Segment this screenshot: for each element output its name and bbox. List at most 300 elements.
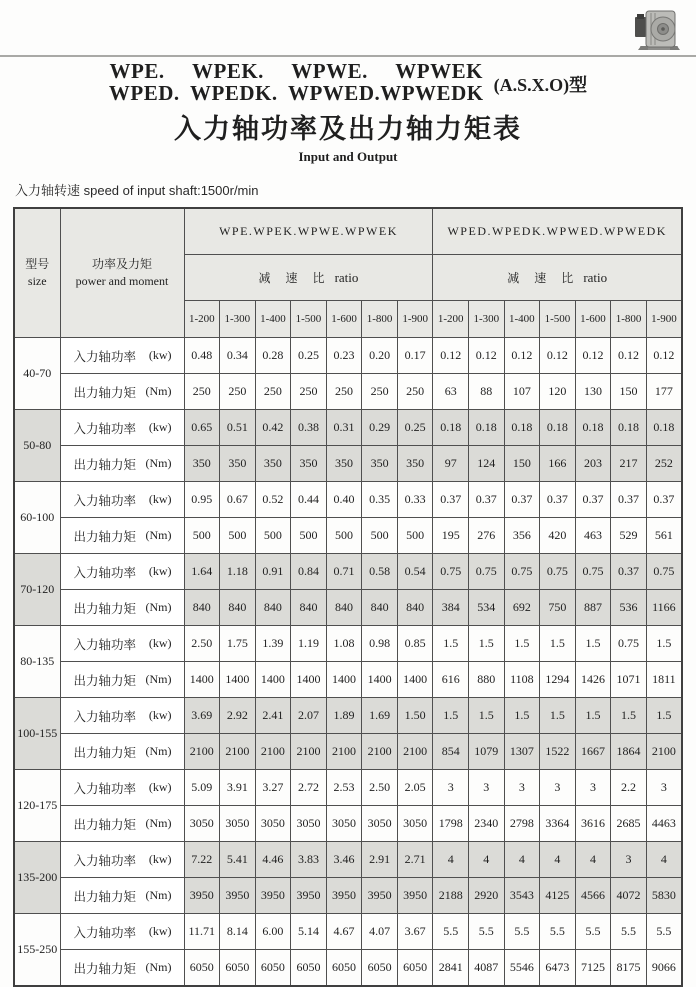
data-cell: 0.37 — [611, 482, 647, 518]
data-cell: 0.75 — [611, 626, 647, 662]
data-cell: 0.75 — [433, 554, 469, 590]
data-cell: 3.91 — [220, 770, 256, 806]
data-cell: 3.46 — [326, 842, 362, 878]
data-cell: 350 — [362, 446, 398, 482]
data-cell: 2100 — [326, 734, 362, 770]
ratio-header-cell: 1-800 — [611, 301, 647, 338]
row-label-cell — [60, 410, 184, 446]
row-label: 入力轴功率 — [73, 421, 137, 436]
data-cell: 0.75 — [646, 554, 682, 590]
data-cell: 2.50 — [362, 770, 398, 806]
row-label: 出力轴力矩 — [73, 601, 137, 616]
data-cell: 1166 — [646, 590, 682, 626]
data-cell: 1108 — [504, 662, 540, 698]
data-cell: 3950 — [362, 878, 398, 914]
data-cell: 0.12 — [540, 338, 576, 374]
data-cell: 4.07 — [362, 914, 398, 950]
data-cell: 6473 — [540, 950, 576, 987]
data-cell: 463 — [575, 518, 611, 554]
data-cell: 692 — [504, 590, 540, 626]
data-cell: 107 — [504, 374, 540, 410]
ratio-header-cell: 1-600 — [575, 301, 611, 338]
data-cell: 203 — [575, 446, 611, 482]
data-cell: 2.07 — [291, 698, 327, 734]
data-cell: 500 — [255, 518, 291, 554]
data-cell: 4 — [575, 842, 611, 878]
ratio-header-cell: 1-800 — [362, 301, 398, 338]
size-header-cell — [14, 208, 60, 338]
data-cell: 276 — [469, 518, 505, 554]
data-cell: 1400 — [326, 662, 362, 698]
data-cell: 2340 — [469, 806, 505, 842]
data-cell: 4 — [433, 842, 469, 878]
data-cell: 130 — [575, 374, 611, 410]
ratio-label-en: ratio — [583, 270, 608, 285]
row-unit: (kw) — [148, 420, 172, 434]
data-cell: 1071 — [611, 662, 647, 698]
data-cell: 3050 — [362, 806, 398, 842]
data-cell: 4125 — [540, 878, 576, 914]
data-cell: 0.85 — [397, 626, 433, 662]
row-unit: (Nm) — [145, 456, 172, 470]
row-label: 出力轴力矩 — [73, 673, 137, 688]
data-cell: 7.22 — [184, 842, 220, 878]
data-cell: 97 — [433, 446, 469, 482]
data-cell: 0.51 — [220, 410, 256, 446]
data-cell: 9066 — [646, 950, 682, 987]
data-cell: 5830 — [646, 878, 682, 914]
data-cell: 250 — [220, 374, 256, 410]
data-cell: 0.37 — [504, 482, 540, 518]
data-cell: 4 — [540, 842, 576, 878]
row-label-cell — [60, 590, 184, 626]
data-cell: 4087 — [469, 950, 505, 987]
data-cell: 2100 — [184, 734, 220, 770]
ratio-header-cell: 1-500 — [540, 301, 576, 338]
data-cell: 0.12 — [575, 338, 611, 374]
data-cell: 63 — [433, 374, 469, 410]
data-cell: 561 — [646, 518, 682, 554]
data-cell: 840 — [362, 590, 398, 626]
data-cell: 1079 — [469, 734, 505, 770]
data-cell: 1.5 — [433, 698, 469, 734]
data-cell: 1400 — [184, 662, 220, 698]
ratio-header-cell: 1-200 — [184, 301, 220, 338]
row-label-cell — [60, 374, 184, 410]
size-cell: 50-80 — [14, 410, 60, 482]
data-cell: 1.5 — [504, 698, 540, 734]
data-cell: 250 — [184, 374, 220, 410]
row-label-cell — [60, 734, 184, 770]
data-cell: 3.83 — [291, 842, 327, 878]
data-cell: 1400 — [291, 662, 327, 698]
row-unit: (Nm) — [145, 888, 172, 902]
data-cell: 1.08 — [326, 626, 362, 662]
data-cell: 1.5 — [575, 626, 611, 662]
data-cell: 0.75 — [540, 554, 576, 590]
data-cell: 1798 — [433, 806, 469, 842]
data-cell: 6050 — [184, 950, 220, 987]
data-cell: 2685 — [611, 806, 647, 842]
data-cell: 854 — [433, 734, 469, 770]
data-cell: 0.12 — [646, 338, 682, 374]
data-cell: 3.67 — [397, 914, 433, 950]
data-cell: 195 — [433, 518, 469, 554]
data-cell: 0.98 — [362, 626, 398, 662]
row-unit: (kw) — [148, 636, 172, 650]
row-label: 出力轴力矩 — [73, 961, 137, 976]
data-cell: 750 — [540, 590, 576, 626]
row-unit: (kw) — [148, 492, 172, 506]
data-cell: 420 — [540, 518, 576, 554]
data-cell: 0.52 — [255, 482, 291, 518]
ratio-header-cell: 1-400 — [255, 301, 291, 338]
data-cell: 0.44 — [291, 482, 327, 518]
data-cell: 529 — [611, 518, 647, 554]
input-shaft-speed-note: 入力轴转速 speed of input shaft:1500r/min — [15, 183, 259, 198]
data-cell: 0.20 — [362, 338, 398, 374]
data-cell: 0.37 — [469, 482, 505, 518]
data-cell: 3 — [611, 842, 647, 878]
data-cell: 0.37 — [646, 482, 682, 518]
power-moment-header-en: power and moment — [75, 274, 169, 288]
data-cell: 4.67 — [326, 914, 362, 950]
data-cell: 384 — [433, 590, 469, 626]
data-cell: 2841 — [433, 950, 469, 987]
data-cell: 2100 — [220, 734, 256, 770]
data-cell: 1400 — [220, 662, 256, 698]
row-label-cell — [60, 842, 184, 878]
data-cell: 150 — [504, 446, 540, 482]
data-cell: 0.18 — [540, 410, 576, 446]
row-unit: (kw) — [148, 924, 172, 938]
row-unit: (Nm) — [145, 384, 172, 398]
row-label-cell — [60, 878, 184, 914]
row-label: 入力轴功率 — [73, 925, 137, 940]
ratio-label-cn: 减 速 比 — [258, 271, 331, 285]
size-cell: 60-100 — [14, 482, 60, 554]
data-cell: 6050 — [220, 950, 256, 987]
data-cell: 840 — [220, 590, 256, 626]
data-cell: 3.27 — [255, 770, 291, 806]
data-cell: 356 — [504, 518, 540, 554]
row-label: 出力轴力矩 — [73, 745, 137, 760]
data-cell: 4.46 — [255, 842, 291, 878]
data-cell: 0.18 — [575, 410, 611, 446]
data-cell: 0.31 — [326, 410, 362, 446]
data-cell: 217 — [611, 446, 647, 482]
data-cell: 5.09 — [184, 770, 220, 806]
data-cell: 1.50 — [397, 698, 433, 734]
data-cell: 0.37 — [433, 482, 469, 518]
data-cell: 3950 — [255, 878, 291, 914]
row-label-cell — [60, 914, 184, 950]
data-cell: 0.91 — [255, 554, 291, 590]
row-label: 入力轴功率 — [73, 781, 137, 796]
data-cell: 2100 — [291, 734, 327, 770]
row-unit: (Nm) — [145, 816, 172, 830]
data-cell: 2.2 — [611, 770, 647, 806]
row-label-cell — [60, 806, 184, 842]
data-cell: 350 — [291, 446, 327, 482]
data-cell: 1294 — [540, 662, 576, 698]
data-cell: 3050 — [291, 806, 327, 842]
data-cell: 0.28 — [255, 338, 291, 374]
data-cell: 3.69 — [184, 698, 220, 734]
data-cell: 2.72 — [291, 770, 327, 806]
data-cell: 3050 — [397, 806, 433, 842]
data-cell: 840 — [255, 590, 291, 626]
row-label: 出力轴力矩 — [73, 385, 137, 400]
data-cell: 0.54 — [397, 554, 433, 590]
data-cell: 6050 — [326, 950, 362, 987]
data-cell: 6.00 — [255, 914, 291, 950]
data-cell: 5.5 — [646, 914, 682, 950]
data-cell: 0.58 — [362, 554, 398, 590]
ratio-label-cell-left — [184, 255, 433, 301]
row-label: 入力轴功率 — [73, 853, 137, 868]
data-cell: 0.12 — [611, 338, 647, 374]
model-series-line1: WPE. WPEK. WPWE. WPWEK — [109, 59, 483, 83]
title-block — [0, 60, 696, 165]
data-cell: 0.42 — [255, 410, 291, 446]
data-cell: 0.34 — [220, 338, 256, 374]
row-label: 出力轴力矩 — [73, 457, 137, 472]
row-label-cell — [60, 662, 184, 698]
data-cell: 500 — [362, 518, 398, 554]
size-cell: 135-200 — [14, 842, 60, 914]
ratio-header-cell: 1-200 — [433, 301, 469, 338]
row-label-cell — [60, 950, 184, 987]
data-cell: 1.5 — [433, 626, 469, 662]
row-unit: (kw) — [148, 708, 172, 722]
model-series-titles — [109, 60, 484, 104]
data-cell: 500 — [326, 518, 362, 554]
data-cell: 3050 — [184, 806, 220, 842]
data-cell: 2.41 — [255, 698, 291, 734]
data-cell: 1426 — [575, 662, 611, 698]
data-cell: 4072 — [611, 878, 647, 914]
data-cell: 536 — [611, 590, 647, 626]
data-cell: 1.5 — [540, 626, 576, 662]
row-label-cell — [60, 554, 184, 590]
data-cell: 1.75 — [220, 626, 256, 662]
data-cell: 3 — [540, 770, 576, 806]
size-cell: 40-70 — [14, 338, 60, 410]
data-cell: 88 — [469, 374, 505, 410]
data-cell: 0.37 — [575, 482, 611, 518]
data-cell: 6050 — [362, 950, 398, 987]
data-cell: 1307 — [504, 734, 540, 770]
data-cell: 1.5 — [646, 698, 682, 734]
data-cell: 350 — [397, 446, 433, 482]
data-cell: 5.5 — [504, 914, 540, 950]
data-cell: 0.17 — [397, 338, 433, 374]
row-label-cell — [60, 626, 184, 662]
data-cell: 2.50 — [184, 626, 220, 662]
data-cell: 3950 — [291, 878, 327, 914]
row-label-cell — [60, 698, 184, 734]
data-cell: 8.14 — [220, 914, 256, 950]
data-cell: 840 — [184, 590, 220, 626]
data-cell: 3950 — [184, 878, 220, 914]
data-cell: 500 — [220, 518, 256, 554]
data-cell: 3616 — [575, 806, 611, 842]
ratio-label-cn: 减 速 比 — [507, 271, 580, 285]
data-cell: 1.5 — [575, 698, 611, 734]
data-cell: 250 — [362, 374, 398, 410]
row-unit: (kw) — [148, 564, 172, 578]
data-cell: 1400 — [397, 662, 433, 698]
data-cell: 0.35 — [362, 482, 398, 518]
data-cell: 1.39 — [255, 626, 291, 662]
data-cell: 1.69 — [362, 698, 398, 734]
row-label-cell — [60, 446, 184, 482]
data-cell: 3050 — [255, 806, 291, 842]
data-cell: 2.53 — [326, 770, 362, 806]
data-cell: 534 — [469, 590, 505, 626]
data-cell: 0.40 — [326, 482, 362, 518]
model-series-line2: WPED. WPEDK. WPWED.WPWEDK — [108, 81, 484, 105]
data-cell: 250 — [255, 374, 291, 410]
row-label: 出力轴力矩 — [73, 889, 137, 904]
data-cell: 840 — [397, 590, 433, 626]
data-cell: 252 — [646, 446, 682, 482]
data-cell: 124 — [469, 446, 505, 482]
data-cell: 6050 — [291, 950, 327, 987]
data-cell: 350 — [326, 446, 362, 482]
data-cell: 0.25 — [291, 338, 327, 374]
row-unit: (Nm) — [145, 600, 172, 614]
data-cell: 3950 — [397, 878, 433, 914]
data-cell: 0.37 — [611, 554, 647, 590]
row-label: 入力轴功率 — [73, 565, 137, 580]
data-cell: 0.18 — [469, 410, 505, 446]
ratio-label-en: ratio — [334, 270, 359, 285]
data-cell: 2.05 — [397, 770, 433, 806]
ratio-header-cell: 1-900 — [397, 301, 433, 338]
page-title-chinese: 入力轴功率及出力轴力矩表 — [174, 114, 522, 144]
ratio-header-cell: 1-600 — [326, 301, 362, 338]
data-cell: 250 — [397, 374, 433, 410]
power-torque-table — [13, 207, 683, 987]
data-cell: 0.12 — [433, 338, 469, 374]
data-cell: 0.48 — [184, 338, 220, 374]
data-cell: 4 — [646, 842, 682, 878]
data-cell: 5.5 — [575, 914, 611, 950]
data-cell: 166 — [540, 446, 576, 482]
row-label: 出力轴力矩 — [73, 529, 137, 544]
data-cell: 5.41 — [220, 842, 256, 878]
data-cell: 1.19 — [291, 626, 327, 662]
data-cell: 5.5 — [469, 914, 505, 950]
data-cell: 0.12 — [504, 338, 540, 374]
group2-header-cell: WPED.WPEDK.WPWED.WPWEDK — [433, 208, 682, 255]
data-cell: 1.5 — [504, 626, 540, 662]
data-cell: 2100 — [255, 734, 291, 770]
data-cell: 0.29 — [362, 410, 398, 446]
data-cell: 1400 — [362, 662, 398, 698]
data-cell: 4566 — [575, 878, 611, 914]
ratio-header-cell: 1-500 — [291, 301, 327, 338]
data-cell: 0.95 — [184, 482, 220, 518]
data-cell: 350 — [255, 446, 291, 482]
row-label: 入力轴功率 — [73, 493, 137, 508]
ratio-header-cell: 1-400 — [504, 301, 540, 338]
data-cell: 1811 — [646, 662, 682, 698]
data-cell: 2100 — [362, 734, 398, 770]
data-cell: 3950 — [326, 878, 362, 914]
data-cell: 887 — [575, 590, 611, 626]
data-cell: 0.23 — [326, 338, 362, 374]
type-suffix: (A.S.X.O)型 — [493, 75, 588, 95]
data-cell: 8175 — [611, 950, 647, 987]
data-cell: 1.5 — [469, 626, 505, 662]
data-cell: 880 — [469, 662, 505, 698]
data-cell: 3543 — [504, 878, 540, 914]
data-cell: 3364 — [540, 806, 576, 842]
data-cell: 1522 — [540, 734, 576, 770]
data-cell: 0.75 — [504, 554, 540, 590]
data-cell: 0.12 — [469, 338, 505, 374]
data-cell: 840 — [326, 590, 362, 626]
data-cell: 0.25 — [397, 410, 433, 446]
page-title-english: Input and Output — [298, 149, 398, 164]
gearbox-product-image — [626, 5, 684, 53]
data-cell: 3 — [504, 770, 540, 806]
data-cell: 5546 — [504, 950, 540, 987]
power-moment-header-cell — [60, 208, 184, 338]
ratio-header-cell: 1-900 — [646, 301, 682, 338]
data-cell: 11.71 — [184, 914, 220, 950]
data-cell: 0.18 — [646, 410, 682, 446]
row-unit: (kw) — [148, 348, 172, 362]
top-divider — [0, 55, 696, 57]
data-cell: 0.65 — [184, 410, 220, 446]
power-moment-header-cn: 功率及力矩 — [91, 257, 152, 271]
row-label-cell — [60, 482, 184, 518]
row-label: 入力轴功率 — [73, 349, 137, 364]
size-cell: 100-155 — [14, 698, 60, 770]
data-cell: 4463 — [646, 806, 682, 842]
row-label-cell — [60, 518, 184, 554]
data-cell: 2798 — [504, 806, 540, 842]
data-cell: 3050 — [326, 806, 362, 842]
data-cell: 500 — [291, 518, 327, 554]
size-cell: 70-120 — [14, 554, 60, 626]
row-label-cell — [60, 338, 184, 374]
data-cell: 0.18 — [504, 410, 540, 446]
data-cell: 2.71 — [397, 842, 433, 878]
data-cell: 177 — [646, 374, 682, 410]
data-cell: 1864 — [611, 734, 647, 770]
row-label: 出力轴力矩 — [73, 817, 137, 832]
data-cell: 150 — [611, 374, 647, 410]
data-cell: 3 — [469, 770, 505, 806]
size-header-en: size — [27, 274, 47, 288]
size-cell: 120-175 — [14, 770, 60, 842]
data-cell: 3 — [575, 770, 611, 806]
data-cell: 0.33 — [397, 482, 433, 518]
size-cell: 80-135 — [14, 626, 60, 698]
data-cell: 350 — [220, 446, 256, 482]
data-cell: 350 — [184, 446, 220, 482]
data-cell: 6050 — [397, 950, 433, 987]
row-unit: (Nm) — [145, 744, 172, 758]
data-cell: 5.5 — [540, 914, 576, 950]
data-cell: 1.5 — [611, 698, 647, 734]
data-cell: 4 — [469, 842, 505, 878]
